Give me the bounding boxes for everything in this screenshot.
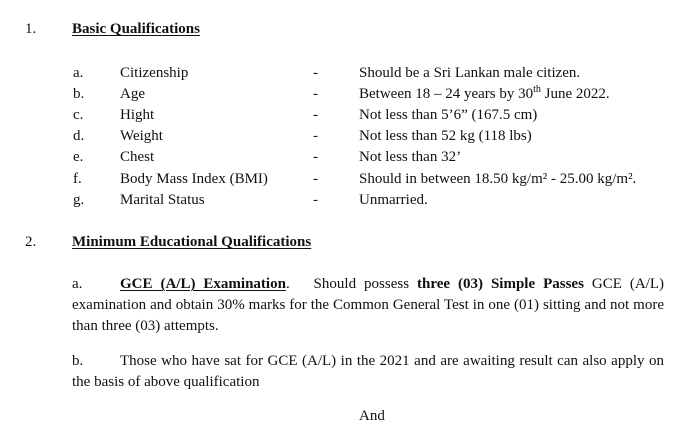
footer-and: And [359, 408, 385, 424]
item-letter: e. [73, 149, 84, 165]
paragraph-text: GCE (A/L) examination and obtain 30% marks for the Common General Test in one (01) sitting and not more than three (03) attempts. [72, 276, 664, 334]
section-2-title: Minimum Educational Qualifications [72, 234, 312, 250]
paragraph-text: Those who have sat for GCE (A/L) in the 2021 and are awaiting result can also apply on the basis of above qualification [72, 353, 664, 390]
qualification-row-chest [0, 147, 688, 168]
item-letter: d. [73, 128, 85, 144]
item-label: Marital Status [120, 192, 205, 208]
item-value: Not less than 5’6” (167.5 cm) [359, 107, 538, 123]
item-dash: - [313, 192, 318, 208]
paragraph-text-lead: . Should possess [285, 276, 417, 292]
item-value [359, 84, 610, 105]
section-1-title: Basic Qualifications [72, 21, 200, 37]
item-value: Should be a Sri Lankan male citizen. [359, 65, 581, 81]
item-label: Weight [120, 128, 163, 144]
item-letter: f. [73, 171, 82, 187]
paragraph-letter: a. [72, 276, 83, 292]
education-paragraph-b [72, 351, 664, 393]
paragraph-heading: GCE (A/L) Examination [120, 276, 286, 292]
item-dash: - [313, 149, 318, 165]
qualification-row-height [0, 105, 688, 126]
item-value-text: Between 18 – 24 years by 30 [359, 86, 534, 102]
item-letter: b. [73, 86, 85, 102]
item-dash: - [313, 86, 318, 102]
paragraph-bold-text: three (03) Simple Passes [417, 276, 584, 292]
item-value-text-end: June 2022. [540, 86, 610, 102]
item-value-superscript: th [533, 84, 541, 95]
item-letter: g. [73, 192, 85, 208]
qualification-row-age [0, 84, 688, 105]
item-label: Age [120, 86, 145, 102]
item-dash: - [313, 171, 318, 187]
item-dash: - [313, 128, 318, 144]
paragraph-letter: b. [72, 353, 84, 369]
item-label: Hight [120, 107, 155, 123]
item-label: Body Mass Index (BMI) [120, 171, 268, 187]
item-letter: a. [73, 65, 84, 81]
section-2-number: 2. [25, 234, 37, 250]
item-label: Citizenship [120, 65, 189, 81]
qualification-row-marital-status [0, 190, 688, 211]
item-value: Not less than 32’ [359, 149, 462, 165]
qualification-row-citizenship [0, 63, 688, 84]
item-dash: - [313, 65, 318, 81]
item-value: Unmarried. [359, 192, 428, 208]
item-value: Should in between 18.50 kg/m² - 25.00 kg/m². [359, 171, 637, 187]
education-paragraph-a [72, 274, 664, 337]
item-dash: - [313, 107, 318, 123]
item-value: Not less than 52 kg (118 lbs) [359, 128, 532, 144]
item-label: Chest [120, 149, 155, 165]
qualification-row-weight [0, 126, 688, 147]
item-letter: c. [73, 107, 84, 123]
qualification-row-bmi [0, 169, 688, 190]
section-1-number: 1. [25, 21, 37, 37]
